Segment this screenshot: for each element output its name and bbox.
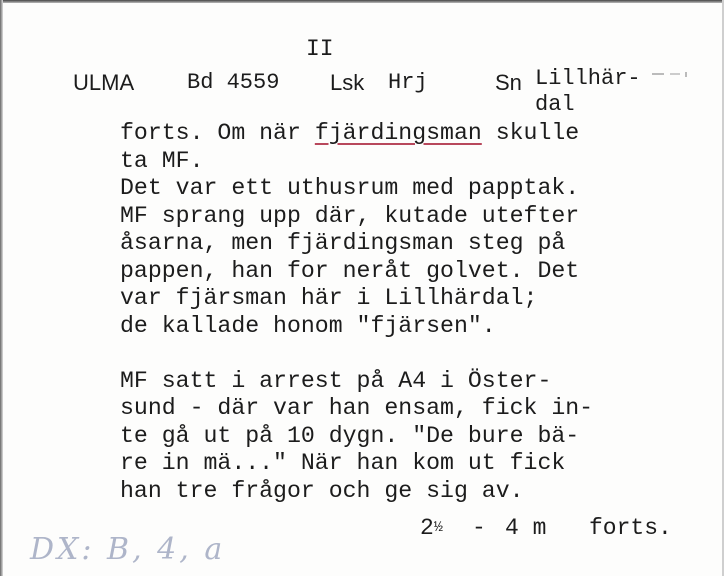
continued-label: forts. [589,515,672,541]
body-line: var fjärsman här i Lillhärdal; [120,285,538,311]
body-line: de kallade honom "fjärsen". [120,312,496,339]
underlined-word: fjärdingsman [314,120,482,146]
pencil-classification: DX: B, 4, a [30,532,226,567]
body-line: MF satt i arrest på A4 i Öster- [120,367,552,394]
card-top-edge [0,0,724,3]
body-line: Det var ett uthusrum med papptak. [120,175,580,201]
body-line: åsarna, men fjärdingsman steg på [120,230,566,256]
lsk-value: Hrj [388,70,428,95]
body-line: re in mä..." När han kom ut fick [120,450,566,476]
body-line: han tre frågor och ge sig av. [120,477,524,504]
volume-number: Bd 4559 [187,70,280,95]
faint-margin-mark [650,68,696,80]
body-line: MF sprang upp där, kutade utefter [120,202,580,229]
roman-numeral: II [306,36,334,62]
card-body [120,120,593,505]
lsk-label: Lsk [330,70,365,95]
card-left-edge [0,0,3,576]
parish-line-1: Lillhär- [535,66,641,91]
collection-code: ULMA [73,70,135,95]
paragraph-gap [120,340,593,368]
body-line: forts. Om när fjärdingsman skulle [120,120,580,146]
body-line: ta MF. [120,147,204,174]
parish-line-2: dal [535,92,575,117]
reference-range: 4 m [505,515,547,541]
body-line: te gå ut på 10 dygn. "De bure bä- [120,422,580,449]
body-line: pappen, han for neråt golvet. Det [120,257,580,284]
body-line: sund - där var han ensam, fick in- [120,395,594,421]
reference-separator: - [472,515,486,541]
sn-label: Sn [495,70,522,95]
page-reference: 2½ [420,515,443,541]
